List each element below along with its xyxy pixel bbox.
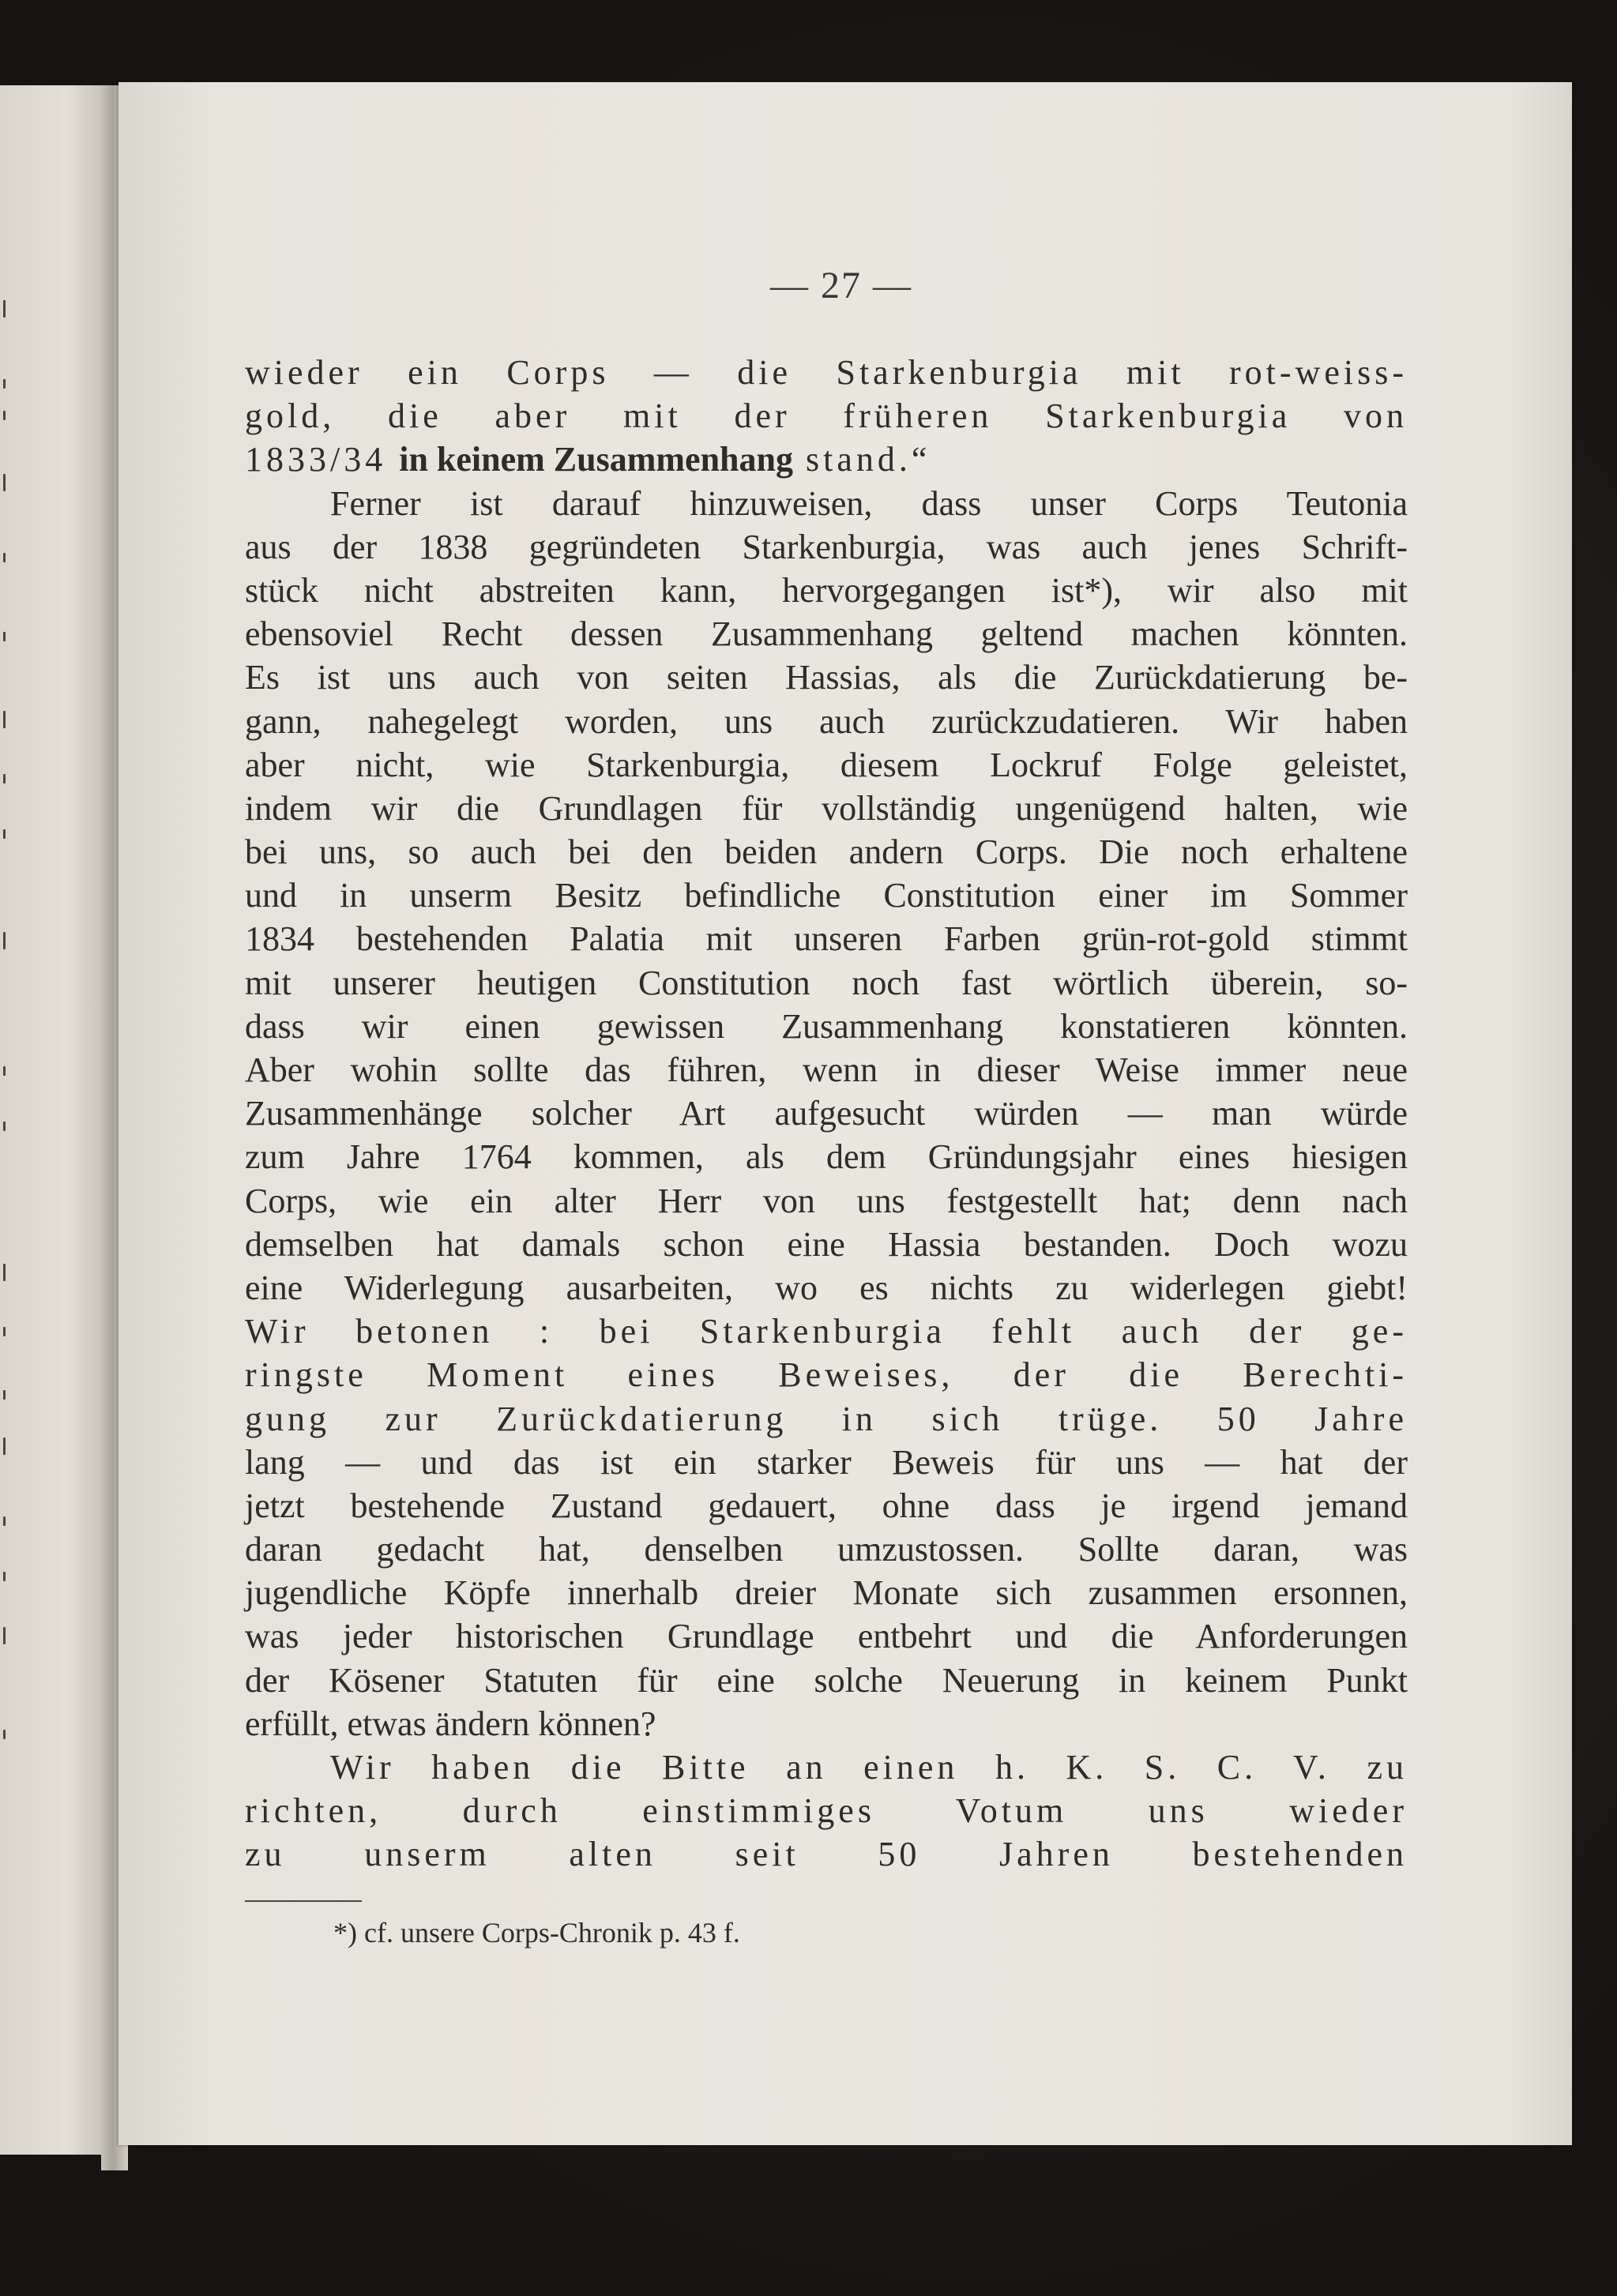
footnote-divider: [245, 1900, 362, 1902]
edge-mark: [3, 1122, 6, 1131]
text-line: aber nicht, wie Starkenburgia, diesem Lockruf Folge geleistet,: [245, 745, 1408, 784]
text-line: 1834 bestehenden Palatia mit unseren Farben grün-rot-gold stimmt: [245, 919, 1408, 959]
text-line: Corps, wie ein alter Herr von uns festgestellt hat; denn nach: [245, 1181, 1408, 1220]
edge-mark: [3, 711, 6, 728]
text-line: Es ist uns auch von seiten Hassias, als die Zurückdatierung be-: [245, 658, 1408, 697]
text-line: ringste Moment eines Beweises, der die Berechti-: [245, 1355, 1408, 1395]
edge-mark: [3, 1627, 6, 1644]
text-line: lang — und das ist ein starker Beweis für uns — hat der: [245, 1442, 1408, 1482]
text-line: zum Jahre 1764 kommen, als dem Gründungsjahr eines hiesigen: [245, 1137, 1408, 1177]
text-line: dass wir einen gewissen Zusammenhang konstatieren könnten.: [245, 1006, 1408, 1046]
text-line: Wir betonen : bei Starkenburgia fehlt auch der ge-: [245, 1312, 1408, 1351]
text-line: stück nicht abstreiten kann, hervorgegangen ist*), wir also mit: [245, 570, 1408, 610]
text-line: gann, nahegelegt worden, uns auch zurückzudatieren. Wir haben: [245, 701, 1408, 741]
edge-mark: [3, 1572, 6, 1581]
text-line: aus der 1838 gegründeten Starkenburgia, was auch jenes Schrift-: [245, 527, 1408, 566]
text-line: jetzt bestehende Zustand gedauert, ohne dass je irgend jemand: [245, 1486, 1408, 1525]
edge-mark: [3, 474, 6, 491]
text-line: eine Widerlegung ausarbeiten, wo es nichts zu widerlegen giebt!: [245, 1268, 1408, 1307]
edge-mark: [3, 932, 6, 949]
edge-mark: [3, 829, 6, 839]
text-line: Wir haben die Bitte an einen h. K. S. C. V. zu: [330, 1748, 1408, 1787]
text-line: demselben hat damals schon eine Hassia bestanden. Doch wozu: [245, 1224, 1408, 1264]
left-page-edge-marks: [0, 85, 14, 2155]
emphasis-text: in keinem Zusammenhang: [399, 440, 793, 479]
text-line: der Kösener Statuten für eine solche Neuerung in keinem Punkt: [245, 1660, 1408, 1700]
edge-mark: [3, 379, 6, 389]
text-line: gold, die aber mit der früheren Starkenburgia von: [245, 396, 1408, 436]
text-line: wieder ein Corps — die Starkenburgia mit rot-weiss-: [245, 353, 1408, 392]
text-line: ebensoviel Recht dessen Zusammenhang geltend machen könnten.: [245, 614, 1408, 654]
text-line: bei uns, so auch bei den beiden andern Corps. Die noch erhaltene: [245, 832, 1408, 872]
edge-mark: [3, 1327, 6, 1336]
edge-mark: [3, 553, 6, 562]
edge-mark: [3, 632, 6, 641]
book-page: [118, 82, 1572, 2145]
text-line: Ferner ist darauf hinzuweisen, dass unser Corps Teutonia: [330, 483, 1408, 523]
edge-mark: [3, 1264, 6, 1281]
text-line: richten, durch einstimmiges Votum uns wieder: [245, 1791, 1408, 1831]
text-line: zu unserm alten seit 50 Jahren bestehenden: [245, 1835, 1408, 1874]
edge-mark: [3, 1437, 6, 1455]
edge-mark: [3, 774, 6, 783]
edge-mark: [3, 1730, 6, 1739]
edge-mark: [3, 411, 6, 420]
body-text: [245, 351, 1408, 1877]
text-line: Aber wohin sollte das führen, wenn in dieser Weise immer neue: [245, 1050, 1408, 1089]
text-line: was jeder historischen Grundlage entbehrt und die Anforderungen: [245, 1617, 1408, 1656]
edge-mark: [3, 1516, 6, 1526]
text-line: jugendliche Köpfe innerhalb dreier Monate sich zusammen ersonnen,: [245, 1573, 1408, 1613]
footnote: *) cf. unsere Corps-Chronik p. 43 f.: [333, 1917, 740, 1948]
edge-mark: [3, 300, 6, 318]
text-line: indem wir die Grundlagen für vollständig ungenügend halten, wie: [245, 788, 1408, 828]
text-line: und in unserm Besitz befindliche Constitution einer im Sommer: [245, 876, 1408, 915]
text-line: erfüllt, etwas ändern können?: [245, 1704, 656, 1743]
edge-mark: [3, 1066, 6, 1076]
text-line: gung zur Zurückdatierung in sich trüge. 50 Jahre: [245, 1399, 1408, 1438]
text-line: daran gedacht hat, denselben umzustossen. Sollte daran, was: [245, 1530, 1408, 1569]
text-line: mit unserer heutigen Constitution noch fast wörtlich überein, so-: [245, 963, 1408, 1002]
text-line: Zusammenhänge solcher Art aufgesucht würden — man würde: [245, 1094, 1408, 1133]
text-line: 1833/34 in keinem Zusammenhang stand.“: [245, 440, 931, 479]
edge-mark: [3, 1390, 6, 1400]
page-number: — 27 —: [770, 265, 912, 306]
